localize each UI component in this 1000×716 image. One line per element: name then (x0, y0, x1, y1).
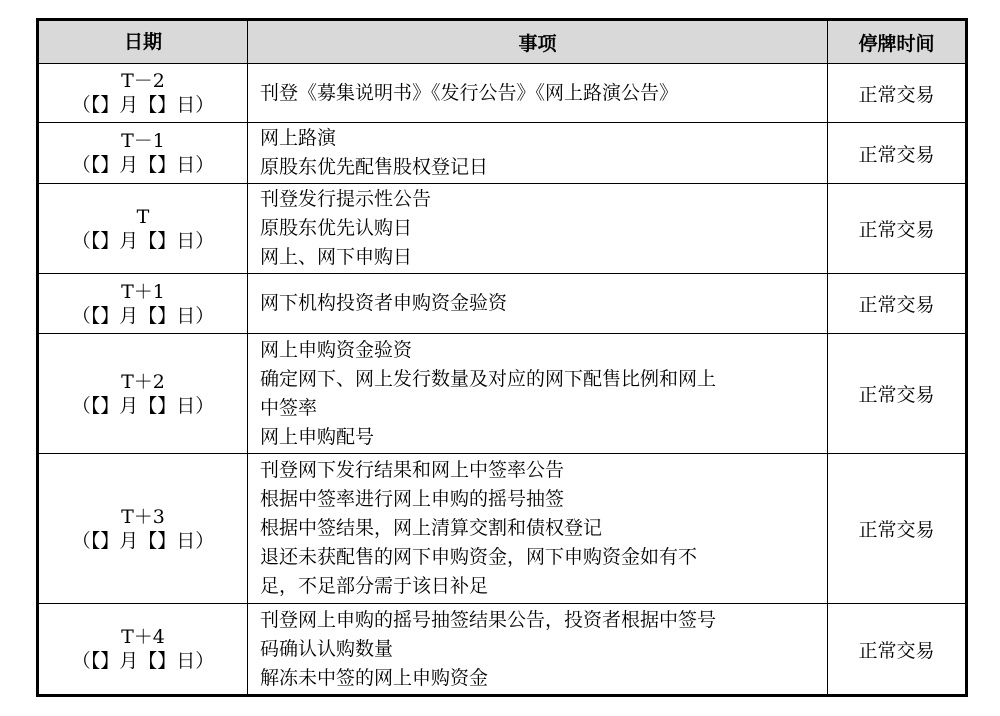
item-line: 刊登发行提示性公告 (260, 188, 432, 210)
status-cell: 正常交易 (828, 454, 967, 604)
day-label: T＋4 (121, 626, 165, 648)
date-cell (38, 184, 248, 274)
item-line: 根据中签率进行网上申购的摇号抽签 (260, 488, 565, 510)
item-line: 码确认认购数量 (260, 637, 394, 660)
item-cell (248, 334, 828, 454)
item-line: 刊登网下发行结果和网上中签率公告 (260, 459, 565, 481)
item-cell (248, 184, 828, 274)
status-cell: 正常交易 (828, 334, 967, 454)
item-cell (248, 123, 828, 184)
header-item: 事项 (248, 20, 828, 64)
item-line: 网下机构投资者申购资金验资 (260, 292, 508, 314)
item-line: 刊登网上申购的摇号抽签结果公告，投资者根据中签号 (260, 608, 717, 631)
date-cell (38, 64, 248, 123)
status-cell: 正常交易 (828, 64, 967, 123)
item-line: 网上申购配号 (260, 425, 375, 448)
item-line: 中签率 (260, 396, 318, 419)
item-cell (248, 274, 828, 334)
date-placeholder: （【】月【】日） (71, 229, 215, 252)
item-line: 网上申购资金验资 (260, 338, 413, 361)
date-cell (38, 123, 248, 184)
item-line: 确定网下、网上发行数量及对应的网下配售比例和网上 (260, 367, 717, 390)
item-line: 根据中签结果，网上清算交割和债权登记 (260, 517, 603, 539)
item-line: 原股东优先认购日 (260, 217, 413, 239)
date-placeholder: （【】月【】日） (71, 154, 215, 176)
day-label: T－2 (121, 70, 165, 92)
item-line: 网上路演 (260, 127, 337, 149)
date-cell (38, 334, 248, 454)
date-placeholder: （【】月【】日） (71, 394, 215, 417)
date-cell (38, 454, 248, 604)
date-placeholder: （【】月【】日） (71, 529, 215, 552)
item-line: 足，不足部分需于该日补足 (260, 575, 489, 597)
table-row (38, 123, 967, 184)
day-label: T (136, 205, 150, 228)
header-row (38, 20, 967, 64)
table-row (38, 64, 967, 123)
header-date: 日期 (38, 20, 248, 64)
date-placeholder: （【】月【】日） (71, 94, 215, 116)
status-cell: 正常交易 (828, 604, 967, 696)
item-cell (248, 604, 828, 696)
table-row (38, 274, 967, 334)
day-label: T－1 (121, 130, 165, 152)
item-line: 网上、网下申购日 (260, 246, 413, 268)
table-row (38, 604, 967, 696)
table-row (38, 334, 967, 454)
item-line: 退还未获配售的网下申购资金，网下申购资金如有不 (260, 546, 698, 568)
item-line: 解冻未中签的网上申购资金 (260, 666, 489, 689)
item-line: 刊登《募集说明书》《发行公告》《网上路演公告》 (260, 81, 679, 104)
date-cell (38, 274, 248, 334)
status-cell: 正常交易 (828, 123, 967, 184)
table-row (38, 454, 967, 604)
status-cell: 正常交易 (828, 274, 967, 334)
date-cell (38, 604, 248, 696)
status-cell: 正常交易 (828, 184, 967, 274)
date-placeholder: （【】月【】日） (71, 304, 215, 327)
header-status: 停牌时间 (828, 20, 967, 64)
item-cell (248, 64, 828, 123)
item-line: 原股东优先配售股权登记日 (260, 156, 489, 178)
schedule-table (36, 18, 968, 697)
table-row (38, 184, 967, 274)
day-label: T＋1 (121, 280, 165, 303)
day-label: T＋2 (121, 370, 165, 393)
item-cell (248, 454, 828, 604)
day-label: T＋3 (121, 505, 165, 528)
date-placeholder: （【】月【】日） (71, 650, 215, 672)
